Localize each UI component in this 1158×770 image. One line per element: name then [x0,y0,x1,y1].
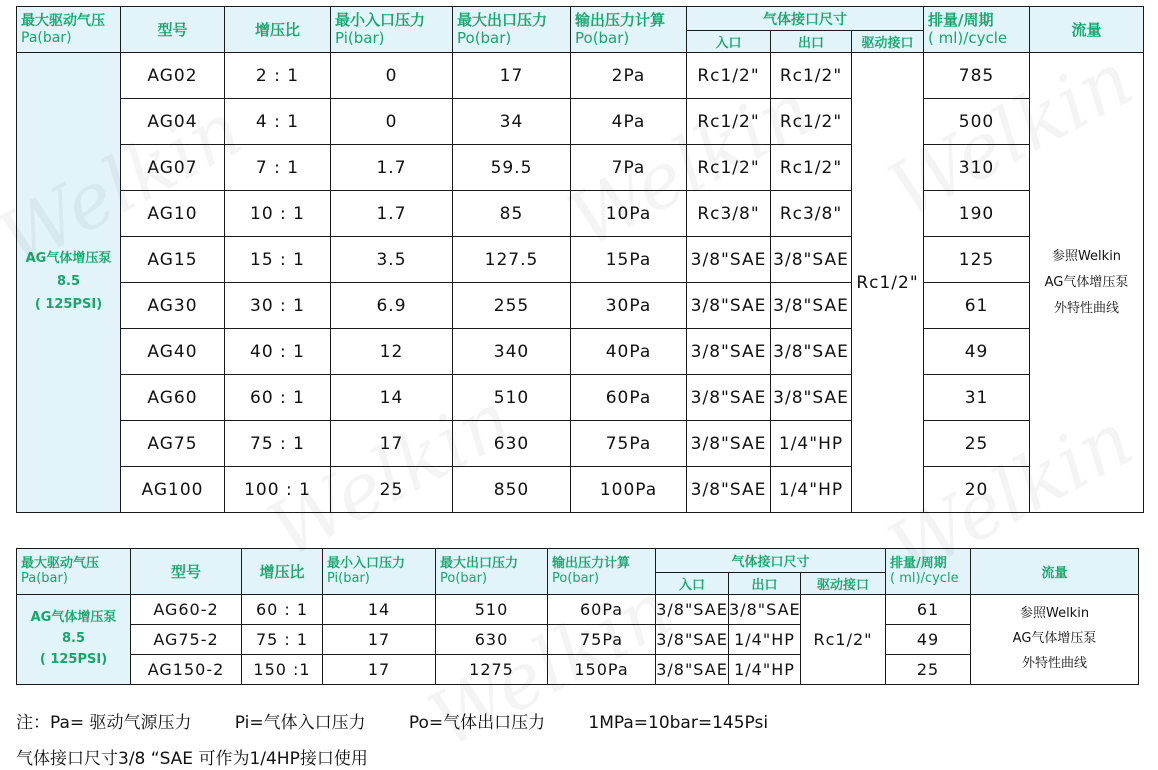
cell-drive-port: Rc1/2" [801,595,886,685]
header-max-outlet: 最大出口压力 Po(bar) [436,549,548,595]
header-inlet: 入口 [656,573,729,595]
cell-model: AG15 [121,237,225,283]
table-row [17,145,1144,191]
cell-max-outlet: 630 [453,421,571,467]
spec-table-secondary [16,548,1139,685]
cell-min-inlet: 3.5 [331,237,453,283]
cell-ratio: 60 : 1 [225,375,331,421]
cell-inlet: 3/8"SAE [687,329,771,375]
header-outlet: 出口 [771,31,852,53]
cell-outlet: 3/8"SAE [771,237,852,283]
table-row [17,625,1139,655]
cell-max-outlet: 59.5 [453,145,571,191]
cell-min-inlet: 1.7 [331,191,453,237]
header-max-drive-pressure: 最大驱动气压 Pa(bar) [17,549,131,595]
spec-table-main [16,6,1144,513]
side-label: AG气体增压泵 8.5 ( 125PSI) [17,595,131,685]
header-flow: 流量 [971,549,1139,595]
cell-max-outlet: 850 [453,467,571,513]
note-abbreviations: 注：Pa= 驱动气源压力 Pi=气体入口压力 Po=气体出口压力 1MPa=10bar=145Psi [16,713,769,733]
cell-model: AG75-2 [131,625,242,655]
header-flow: 流量 [1030,7,1144,53]
cell-inlet: 3/8"SAE [687,237,771,283]
cell-inlet: Rc1/2" [687,145,771,191]
cell-max-outlet: 510 [436,595,548,625]
table-row [17,595,1139,625]
header-ratio: 增压比 [225,7,331,53]
cell-max-outlet: 340 [453,329,571,375]
cell-output-calc: 7Pa [571,145,687,191]
cell-model: AG40 [121,329,225,375]
cell-inlet: Rc1/2" [687,53,771,99]
header-max-outlet: 最大出口压力 Po(bar) [453,7,571,53]
cell-model: AG10 [121,191,225,237]
cell-min-inlet: 25 [331,467,453,513]
cell-outlet: 1/4"HP [729,625,801,655]
cell-inlet: 3/8"SAE [687,283,771,329]
header-output-calc: 输出压力计算 Po(bar) [571,7,687,53]
cell-model: AG75 [121,421,225,467]
header-max-drive-pressure: 最大驱动气压 Pa(bar) [17,7,121,53]
cell-max-outlet: 34 [453,99,571,145]
header-min-inlet: 最小入口压力 Pi(bar) [331,7,453,53]
cell-inlet: Rc1/2" [687,99,771,145]
cell-ratio: 30 : 1 [225,283,331,329]
cell-output-calc: 150Pa [548,655,656,685]
table-row [17,467,1144,513]
cell-ratio: 4 : 1 [225,99,331,145]
cell-displacement: 61 [886,595,971,625]
cell-min-inlet: 17 [331,421,453,467]
cell-min-inlet: 17 [323,655,436,685]
cell-outlet: Rc3/8" [771,191,852,237]
header-inlet: 入口 [687,31,771,53]
cell-output-calc: 10Pa [571,191,687,237]
cell-outlet: 3/8"SAE [771,283,852,329]
cell-displacement: 20 [924,467,1030,513]
header-drive-port: 驱动接口 [801,573,886,595]
cell-min-inlet: 14 [323,595,436,625]
cell-max-outlet: 630 [436,625,548,655]
header-port-size: 气体接口尺寸 [656,549,886,573]
cell-max-outlet: 1275 [436,655,548,685]
header-model: 型号 [131,549,242,595]
cell-flow: 参照Welkin AG气体增压泵 外特性曲线 [1030,53,1144,513]
table-row [17,53,1144,99]
side-label: AG气体增压泵 8.5 ( 125PSI) [17,53,121,513]
cell-model: AG04 [121,99,225,145]
cell-output-calc: 75Pa [548,625,656,655]
cell-displacement: 125 [924,237,1030,283]
cell-displacement: 31 [924,375,1030,421]
cell-output-calc: 2Pa [571,53,687,99]
cell-ratio: 2 : 1 [225,53,331,99]
cell-model: AG60-2 [131,595,242,625]
cell-ratio: 150 :1 [242,655,323,685]
cell-outlet: 3/8"SAE [771,329,852,375]
cell-output-calc: 60Pa [571,375,687,421]
cell-ratio: 75 : 1 [225,421,331,467]
cell-max-outlet: 255 [453,283,571,329]
table-row [17,375,1144,421]
cell-min-inlet: 14 [331,375,453,421]
cell-min-inlet: 1.7 [331,145,453,191]
cell-min-inlet: 6.9 [331,283,453,329]
cell-displacement: 500 [924,99,1030,145]
cell-outlet: 3/8"SAE [771,375,852,421]
cell-inlet: 3/8"SAE [687,421,771,467]
cell-output-calc: 100Pa [571,467,687,513]
cell-inlet: Rc3/8" [687,191,771,237]
cell-max-outlet: 127.5 [453,237,571,283]
table-row [17,99,1144,145]
cell-ratio: 60 : 1 [242,595,323,625]
table-row [17,237,1144,283]
cell-model: AG30 [121,283,225,329]
cell-model: AG02 [121,53,225,99]
cell-displacement: 785 [924,53,1030,99]
cell-displacement: 49 [924,329,1030,375]
table-row [17,655,1139,685]
cell-model: AG100 [121,467,225,513]
cell-outlet: 1/4"HP [771,467,852,513]
cell-inlet: 3/8"SAE [687,375,771,421]
cell-model: AG07 [121,145,225,191]
header-displacement: 排量/周期 ( ml)/cycle [924,7,1030,53]
cell-ratio: 75 : 1 [242,625,323,655]
cell-min-inlet: 0 [331,53,453,99]
cell-output-calc: 40Pa [571,329,687,375]
header-port-size: 气体接口尺寸 [687,7,924,31]
cell-outlet: Rc1/2" [771,99,852,145]
cell-outlet: 3/8"SAE [729,595,801,625]
cell-output-calc: 15Pa [571,237,687,283]
cell-displacement: 61 [924,283,1030,329]
cell-max-outlet: 510 [453,375,571,421]
cell-min-inlet: 0 [331,99,453,145]
cell-drive-port: Rc1/2" [852,53,924,513]
header-model: 型号 [121,7,225,53]
cell-inlet: 3/8"SAE [656,625,729,655]
cell-displacement: 49 [886,625,971,655]
table-row [17,329,1144,375]
cell-min-inlet: 17 [323,625,436,655]
header-output-calc: 输出压力计算 Po(bar) [548,549,656,595]
cell-outlet: 1/4"HP [771,421,852,467]
cell-displacement: 25 [886,655,971,685]
cell-outlet: 1/4"HP [729,655,801,685]
cell-min-inlet: 12 [331,329,453,375]
cell-max-outlet: 17 [453,53,571,99]
note-port-size: 气体接口尺寸3/8 “SAE 可作为1/4HP接口使用 [16,749,368,769]
cell-ratio: 100 : 1 [225,467,331,513]
cell-max-outlet: 85 [453,191,571,237]
cell-outlet: Rc1/2" [771,145,852,191]
cell-output-calc: 30Pa [571,283,687,329]
cell-inlet: 3/8"SAE [656,595,729,625]
cell-displacement: 310 [924,145,1030,191]
cell-flow: 参照Welkin AG气体增压泵 外特性曲线 [971,595,1139,685]
header-ratio: 增压比 [242,549,323,595]
header-outlet: 出口 [729,573,801,595]
cell-displacement: 25 [924,421,1030,467]
cell-model: AG60 [121,375,225,421]
table-row [17,421,1144,467]
table-row [17,283,1144,329]
cell-ratio: 40 : 1 [225,329,331,375]
cell-outlet: Rc1/2" [771,53,852,99]
cell-inlet: 3/8"SAE [656,655,729,685]
cell-ratio: 15 : 1 [225,237,331,283]
cell-displacement: 190 [924,191,1030,237]
cell-inlet: 3/8"SAE [687,467,771,513]
cell-ratio: 7 : 1 [225,145,331,191]
header-min-inlet: 最小入口压力 Pi(bar) [323,549,436,595]
cell-output-calc: 75Pa [571,421,687,467]
cell-output-calc: 4Pa [571,99,687,145]
header-displacement: 排量/周期 ( ml)/cycle [886,549,971,595]
header-drive-port: 驱动接口 [852,31,924,53]
cell-output-calc: 60Pa [548,595,656,625]
table-row [17,191,1144,237]
cell-model: AG150-2 [131,655,242,685]
cell-ratio: 10 : 1 [225,191,331,237]
